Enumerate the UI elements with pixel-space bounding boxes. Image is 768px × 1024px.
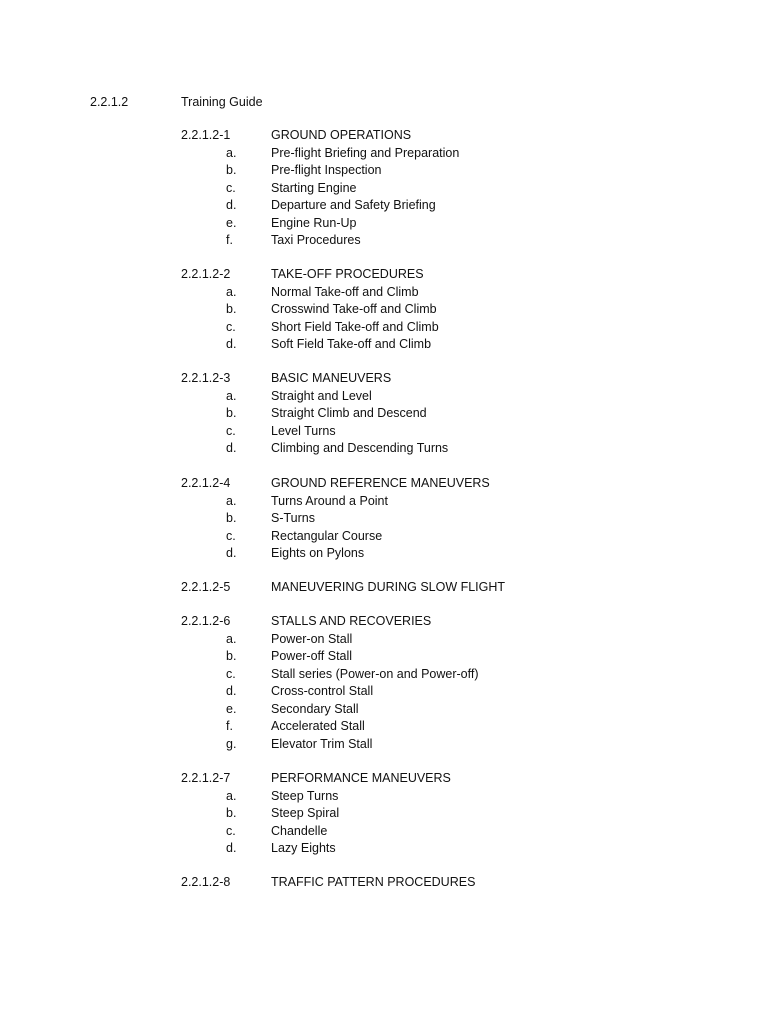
section-3 [0, 370, 768, 458]
list-item [0, 440, 768, 458]
list-item [0, 510, 768, 528]
item-letter: c. [226, 319, 236, 334]
item-letter: b. [226, 302, 237, 316]
section-number: 2.2.1.2-7 [181, 771, 231, 785]
section-number: 2.2.1.2-3 [181, 371, 231, 385]
list-item [0, 840, 768, 858]
section-header [0, 370, 768, 388]
item-letter: d. [226, 546, 237, 560]
item-letter: e. [226, 701, 237, 716]
item-letter: d. [226, 441, 237, 455]
item-text: Soft Field Take-off and Climb [271, 337, 432, 351]
list-item [0, 405, 768, 423]
section-title: GROUND OPERATIONS [271, 128, 412, 142]
item-text: Accelerated Stall [271, 719, 365, 733]
section-7 [0, 770, 768, 858]
item-letter: c. [226, 180, 236, 195]
item-text: Secondary Stall [271, 701, 359, 716]
item-text: Pre-flight Briefing and Preparation [271, 145, 460, 160]
item-letter: f. [226, 233, 233, 247]
item-letter: c. [226, 423, 236, 438]
item-text: Rectangular Course [271, 528, 383, 543]
item-letter: b. [226, 406, 237, 420]
list-item [0, 215, 768, 233]
item-letter: c. [226, 823, 236, 838]
section-header [0, 475, 768, 493]
section-title: GROUND REFERENCE MANEUVERS [271, 476, 490, 490]
list-item [0, 493, 768, 511]
item-text: Chandelle [271, 823, 328, 838]
item-text: Straight and Level [271, 388, 372, 403]
item-text: Level Turns [271, 423, 336, 438]
item-letter: b. [226, 806, 237, 820]
item-letter: f. [226, 719, 233, 733]
item-letter: b. [226, 163, 237, 177]
document-heading [0, 93, 768, 111]
section-number: 2.2.1.2-6 [181, 614, 231, 628]
section-header [0, 613, 768, 631]
item-text: S-Turns [271, 511, 315, 525]
list-item [0, 631, 768, 649]
list-item [0, 788, 768, 806]
item-letter: a. [226, 284, 237, 299]
item-text: Taxi Procedures [271, 233, 361, 247]
item-text: Pre-flight Inspection [271, 163, 382, 177]
list-item [0, 232, 768, 250]
list-item [0, 301, 768, 319]
section-header [0, 127, 768, 145]
item-text: Turns Around a Point [271, 493, 388, 508]
section-title: TRAFFIC PATTERN PROCEDURES [271, 875, 476, 889]
section-5 [0, 579, 768, 597]
section-2 [0, 266, 768, 354]
section-number: 2.2.1.2-2 [181, 267, 231, 281]
list-item [0, 336, 768, 354]
item-letter: d. [226, 198, 237, 212]
list-item [0, 683, 768, 701]
list-item [0, 162, 768, 180]
item-letter: b. [226, 649, 237, 663]
item-letter: e. [226, 215, 237, 230]
section-4 [0, 475, 768, 563]
section-title: TAKE-OFF PROCEDURES [271, 267, 424, 281]
section-8 [0, 874, 768, 892]
list-item [0, 701, 768, 719]
item-text: Stall series (Power-on and Power-off) [271, 666, 479, 681]
item-text: Power-off Stall [271, 649, 353, 663]
section-number: 2.2.1.2-4 [181, 476, 231, 490]
item-text: Elevator Trim Stall [271, 736, 373, 751]
item-text: Steep Spiral [271, 806, 340, 820]
section-header [0, 266, 768, 284]
item-letter: c. [226, 666, 236, 681]
list-item [0, 805, 768, 823]
list-item [0, 145, 768, 163]
list-item [0, 284, 768, 302]
item-text: Steep Turns [271, 788, 339, 803]
list-item [0, 180, 768, 198]
section-title: BASIC MANEUVERS [271, 371, 392, 385]
item-letter: a. [226, 388, 237, 403]
item-text: Engine Run-Up [271, 215, 357, 230]
item-letter: c. [226, 528, 236, 543]
item-text: Straight Climb and Descend [271, 406, 427, 420]
item-text: Eights on Pylons [271, 546, 365, 560]
list-item [0, 388, 768, 406]
section-title: STALLS AND RECOVERIES [271, 614, 432, 628]
item-letter: a. [226, 493, 237, 508]
section-number: 2.2.1.2-5 [181, 580, 231, 594]
section-title: MANEUVERING DURING SLOW FLIGHT [271, 580, 506, 594]
list-item [0, 528, 768, 546]
list-item [0, 319, 768, 337]
section-number: 2.2.1.2-1 [181, 128, 231, 142]
list-item [0, 197, 768, 215]
item-text: Starting Engine [271, 180, 357, 195]
item-letter: d. [226, 337, 237, 351]
item-text: Cross-control Stall [271, 684, 374, 698]
item-text: Lazy Eights [271, 841, 336, 855]
item-letter: b. [226, 511, 237, 525]
section-header [0, 770, 768, 788]
section-header [0, 874, 768, 892]
list-item [0, 545, 768, 563]
list-item [0, 736, 768, 754]
item-letter: a. [226, 788, 237, 803]
item-letter: d. [226, 841, 237, 855]
item-text: Departure and Safety Briefing [271, 198, 436, 212]
item-text: Normal Take-off and Climb [271, 284, 419, 299]
list-item [0, 423, 768, 441]
item-letter: g. [226, 736, 237, 751]
list-item [0, 823, 768, 841]
section-title: PERFORMANCE MANEUVERS [271, 771, 451, 785]
section-header [0, 579, 768, 597]
section-1 [0, 127, 768, 250]
item-letter: d. [226, 684, 237, 698]
item-text: Climbing and Descending Turns [271, 441, 449, 455]
item-text: Power-on Stall [271, 631, 353, 646]
list-item [0, 648, 768, 666]
section-number: 2.2.1.2-8 [181, 875, 231, 889]
heading-number: 2.2.1.2 [90, 95, 129, 109]
item-text: Crosswind Take-off and Climb [271, 302, 437, 316]
item-text: Short Field Take-off and Climb [271, 319, 439, 334]
item-letter: a. [226, 631, 237, 646]
section-6 [0, 613, 768, 753]
list-item [0, 718, 768, 736]
list-item [0, 666, 768, 684]
heading-title: Training Guide [181, 95, 263, 109]
item-letter: a. [226, 145, 237, 160]
